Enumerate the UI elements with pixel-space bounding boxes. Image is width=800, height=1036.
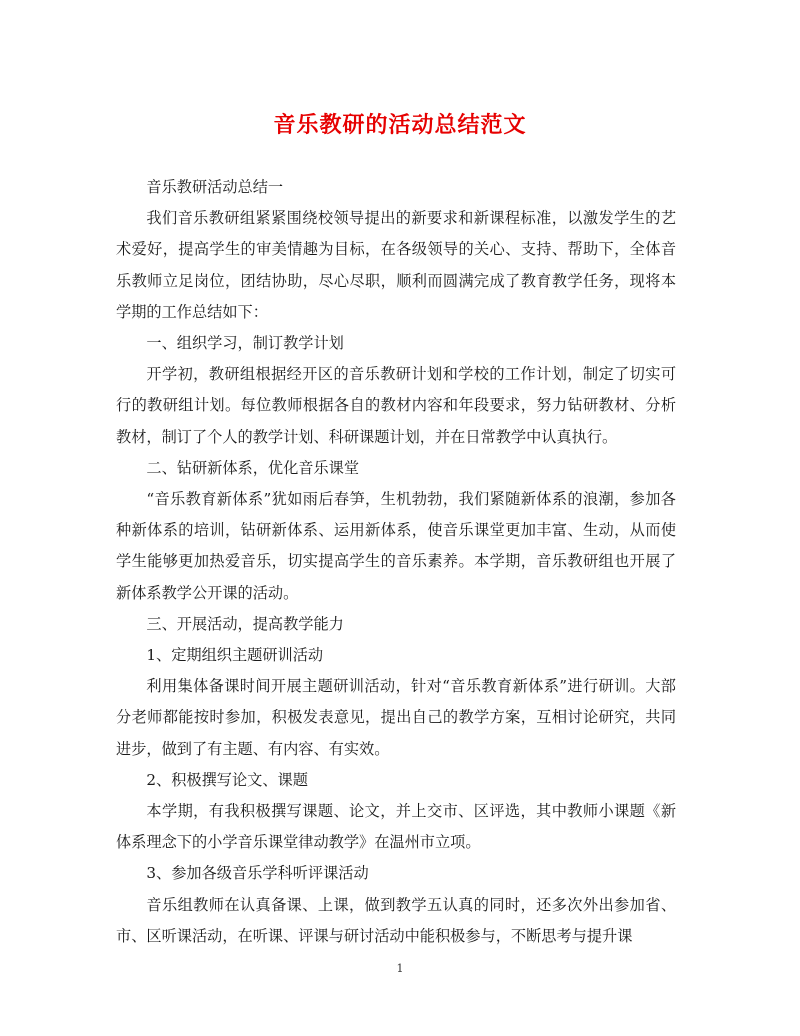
paragraph: 音乐组教师在认真备课、上课，做到教学五认真的同时，还多次外出参加省、市、区听课活动，在听课、评课与研讨活动中能积极参与，不断思考与提升课 xyxy=(116,895,676,945)
paragraph: “音乐教育新体系”犹如雨后春笋，生机勃勃，我们紧随新体系的浪潮，参加各种新体系的培训，钻研新体系、运用新体系，使音乐课堂更加丰富、生动，从而使学生能够更加热爱音乐，切实提高学生的音乐素养。本学期，音乐教研组也开展了新体系教学公开课的活动。 xyxy=(116,490,676,602)
paragraph: 开学初，教研组根据经开区的音乐教研计划和学校的工作计划，制定了切实可行的教研组计划。每位教师根据各自的教材内容和年段要求，努力钻研教材、分析教材，制订了个人的教学计划、科研课题计划，并在日常教学中认真执行。 xyxy=(116,365,676,446)
paragraph: 音乐教研活动总结一 xyxy=(146,178,284,196)
paragraph: 我们音乐教研组紧紧围绕校领导提出的新要求和新课程标准，以激发学生的艺术爱好，提高学生的审美情趣为目标，在各级领导的关心、支持、帮助下，全体音乐教师立足岗位，团结协助，尽心尽职，顺利而圆满完成了教育教学任务，现将本学期的工作总结如下： xyxy=(116,209,676,321)
document-body xyxy=(116,172,676,952)
subsection-heading: 1、定期组织主题研训活动 xyxy=(146,646,324,665)
subsection-heading: 2、积极撰写论文、课题 xyxy=(146,770,308,789)
paragraph: 利用集体备课时间开展主题研训活动，针对“音乐教育新体系”进行研训。大部分老师都能按时参加，积极发表意见，提出自己的教学方案，互相讨论研究，共同进步，做到了有主题、有内容、有实效。 xyxy=(116,677,676,758)
paragraph: 本学期，有我积极撰写课题、论文，并上交市、区评选，其中教师小课题《新体系理念下的小学音乐课堂律动教学》在温州市立项。 xyxy=(116,802,676,852)
section-heading: 二、钻研新体系，优化音乐课堂 xyxy=(146,458,360,477)
document-title: 音乐教研的活动总结范文 xyxy=(273,112,527,138)
section-heading: 一、组织学习，制订教学计划 xyxy=(146,334,344,353)
section-heading: 三、开展活动，提高教学能力 xyxy=(146,614,344,633)
subsection-heading: 3、参加各级音乐学科听评课活动 xyxy=(146,864,369,883)
page-number: 1 xyxy=(396,962,404,975)
